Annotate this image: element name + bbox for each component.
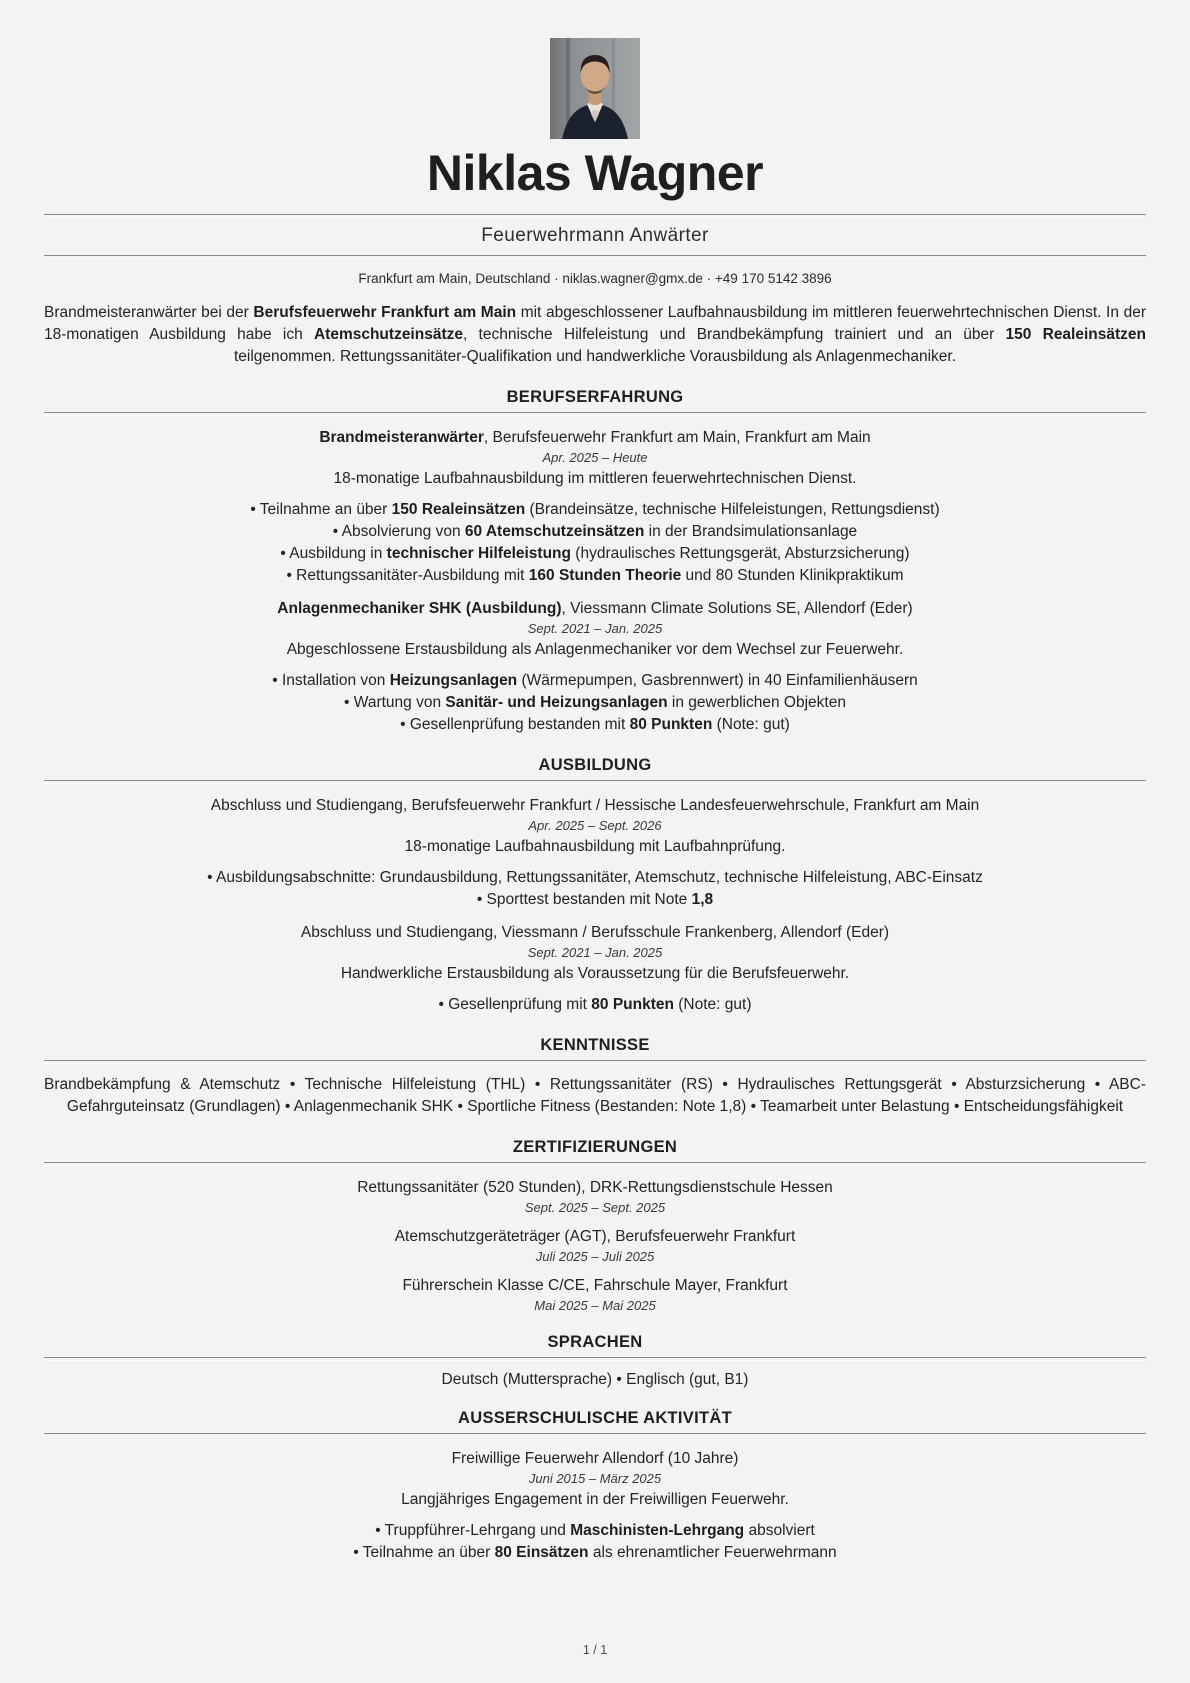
section-heading-kenntnisse: KENNTNISSE [540, 1035, 650, 1054]
entry-date: Apr. 2025 – Sept. 2026 [528, 817, 662, 833]
bullet-item: • Truppführer-Lehrgang und Maschinisten-Lehrgang absolviert [375, 1521, 815, 1539]
divider [44, 1357, 1146, 1361]
bullet-item: • Wartung von Sanitär- und Heizungsanlagen in gewerblichen Objekten [344, 693, 846, 711]
entry-date: Sept. 2025 – Sept. 2025 [524, 1199, 666, 1215]
profile-photo [550, 38, 640, 139]
divider [44, 1060, 1146, 1064]
entry-description: Handwerkliche Erstausbildung als Voraussetzung für die Berufsfeuerwehr. [340, 964, 850, 982]
entry-date: Juni 2015 – März 2025 [528, 1470, 662, 1486]
entry-bullets [44, 499, 1146, 587]
contact-line: Frankfurt am Main, Deutschland · niklas.wagner@gmx.de · +49 170 5142 3896 [358, 270, 832, 286]
bullet-item: • Teilnahme an über 80 Einsätzen als ehrenamtlicher Feuerwehrmann [353, 1543, 837, 1561]
entry-title: Rettungssanitäter (520 Stunden), DRK-Rettungsdienstschule Hessen [357, 1178, 833, 1196]
section-kenntnisse [44, 1036, 1146, 1118]
entry-title: Abschluss und Studiengang, Viessmann / Berufsschule Frankenberg, Allendorf (Eder) [300, 923, 890, 941]
bullet-item: • Gesellenprüfung mit 80 Punkten (Note: gut) [438, 995, 752, 1013]
bullet-item: • Sporttest bestanden mit Note 1,8 [476, 890, 714, 908]
section-heading-zertifizierungen: ZERTIFIZIERUNGEN [512, 1137, 678, 1156]
divider [44, 780, 1146, 784]
education-entry [44, 797, 1146, 911]
entry-bullets [44, 1520, 1146, 1564]
section-heading-berufserfahrung: BERUFSERFAHRUNG [506, 387, 684, 406]
page-number: 1 / 1 [582, 1643, 608, 1657]
divider [44, 1162, 1146, 1166]
bullet-item: • Rettungssanitäter-Ausbildung mit 160 Stunden Theorie und 80 Stunden Klinikpraktikum [286, 566, 904, 584]
entry-bullets [44, 994, 1146, 1016]
summary-paragraph: Brandmeisteranwärter bei der Berufsfeuerwehr Frankfurt am Main mit abgeschlossener Laufbahnausbildung im mittleren feuerwehrtechnischen Dienst. In der 18-monatigen Ausbildung habe ich Atemschutzeinsätze, technische Hilfeleistung und Brandbekämpfung trainiert und an über 150 Realeinsätzen teilgenommen. Rettungssanitäter-Qualifikation und handwerkliche Vorausbildung als Anlagenmechaniker. [44, 303, 1146, 365]
entry-date: Juli 2025 – Juli 2025 [535, 1248, 655, 1264]
experience-entry [44, 429, 1146, 587]
entry-title: Anlagenmechaniker SHK (Ausbildung), Viessmann Climate Solutions SE, Allendorf (Eder) [277, 599, 913, 617]
section-sprachen [44, 1333, 1146, 1389]
profile-photo-illustration [550, 38, 640, 139]
job-title: Feuerwehrmann Anwärter [481, 224, 709, 246]
section-heading-sprachen: SPRACHEN [547, 1332, 643, 1351]
bullet-item: • Installation von Heizungsanlagen (Wärmepumpen, Gasbrennwert) in 40 Einfamilienhäusern [272, 671, 918, 689]
candidate-name: Niklas Wagner [426, 145, 764, 201]
entry-date: Apr. 2025 – Heute [542, 449, 648, 465]
entry-title: Atemschutzgeräteträger (AGT), Berufsfeuerwehr Frankfurt [394, 1227, 796, 1245]
section-zertifizierungen [44, 1138, 1146, 1313]
languages-list: Deutsch (Muttersprache) • Englisch (gut, B1) [441, 1370, 749, 1388]
skills-list: Brandbekämpfung & Atemschutz • Technische Hilfeleistung (THL) • Rettungssanitäter (RS) • Hydraulisches Rettungsgerät • Absturzsicherung • ABC-Gefahrguteinsatz (Grundlagen) • Anlagenmechanik SHK • Sportliche Fitness (Bestanden: Note 1,8) • Teamarbeit unter Belastung • Entscheidungsfähigkeit [44, 1075, 1146, 1115]
section-heading-ausbildung: AUSBILDUNG [538, 755, 652, 774]
section-heading-ausserschulische-aktivitaet: AUSSERSCHULISCHE AKTIVITÄT [458, 1408, 732, 1427]
section-berufserfahrung [44, 388, 1146, 736]
certification-entry [44, 1277, 1146, 1313]
entry-date: Sept. 2021 – Jan. 2025 [527, 620, 663, 636]
experience-entry [44, 600, 1146, 736]
entry-bullets [44, 670, 1146, 736]
divider [44, 412, 1146, 416]
entry-date: Sept. 2021 – Jan. 2025 [527, 944, 663, 960]
entry-description: Abgeschlossene Erstausbildung als Anlagenmechaniker vor dem Wechsel zur Feuerwehr. [286, 640, 904, 658]
bullet-item: • Ausbildung in technischer Hilfeleistung (hydraulisches Rettungsgerät, Absturzsicherung) [280, 544, 910, 562]
entry-title: Brandmeisteranwärter, Berufsfeuerwehr Frankfurt am Main, Frankfurt am Main [319, 428, 871, 446]
activity-entry [44, 1450, 1146, 1564]
section-ausserschulische-aktivitaet [44, 1409, 1146, 1564]
entry-date: Mai 2025 – Mai 2025 [534, 1297, 656, 1313]
entry-title: Abschluss und Studiengang, Berufsfeuerwehr Frankfurt / Hessische Landesfeuerwehrschule, Frankfurt am Main [210, 796, 980, 814]
entry-description: 18-monatige Laufbahnausbildung im mittleren feuerwehrtechnischen Dienst. [333, 469, 857, 487]
entry-title: Führerschein Klasse C/CE, Fahrschule Mayer, Frankfurt [402, 1276, 788, 1294]
certification-entry [44, 1179, 1146, 1215]
entry-description: Langjähriges Engagement in der Freiwilligen Feuerwehr. [401, 1490, 789, 1508]
entry-bullets [44, 867, 1146, 911]
divider [44, 1433, 1146, 1437]
bullet-item: • Teilnahme an über 150 Realeinsätzen (Brandeinsätze, technische Hilfeleistungen, Rettungsdienst) [250, 500, 940, 518]
entry-description: 18-monatige Laufbahnausbildung mit Laufbahnprüfung. [404, 837, 786, 855]
section-ausbildung [44, 756, 1146, 1016]
bullet-item: • Ausbildungsabschnitte: Grundausbildung, Rettungssanitäter, Atemschutz, technische Hilfeleistung, ABC-Einsatz [207, 868, 983, 886]
education-entry [44, 924, 1146, 1016]
bullet-item: • Gesellenprüfung bestanden mit 80 Punkten (Note: gut) [400, 715, 790, 733]
certification-entry [44, 1228, 1146, 1264]
bullet-item: • Absolvierung von 60 Atemschutzeinsätzen in der Brandsimulationsanlage [332, 522, 858, 540]
entry-title: Freiwillige Feuerwehr Allendorf (10 Jahre) [451, 1449, 739, 1467]
divider [44, 255, 1146, 259]
